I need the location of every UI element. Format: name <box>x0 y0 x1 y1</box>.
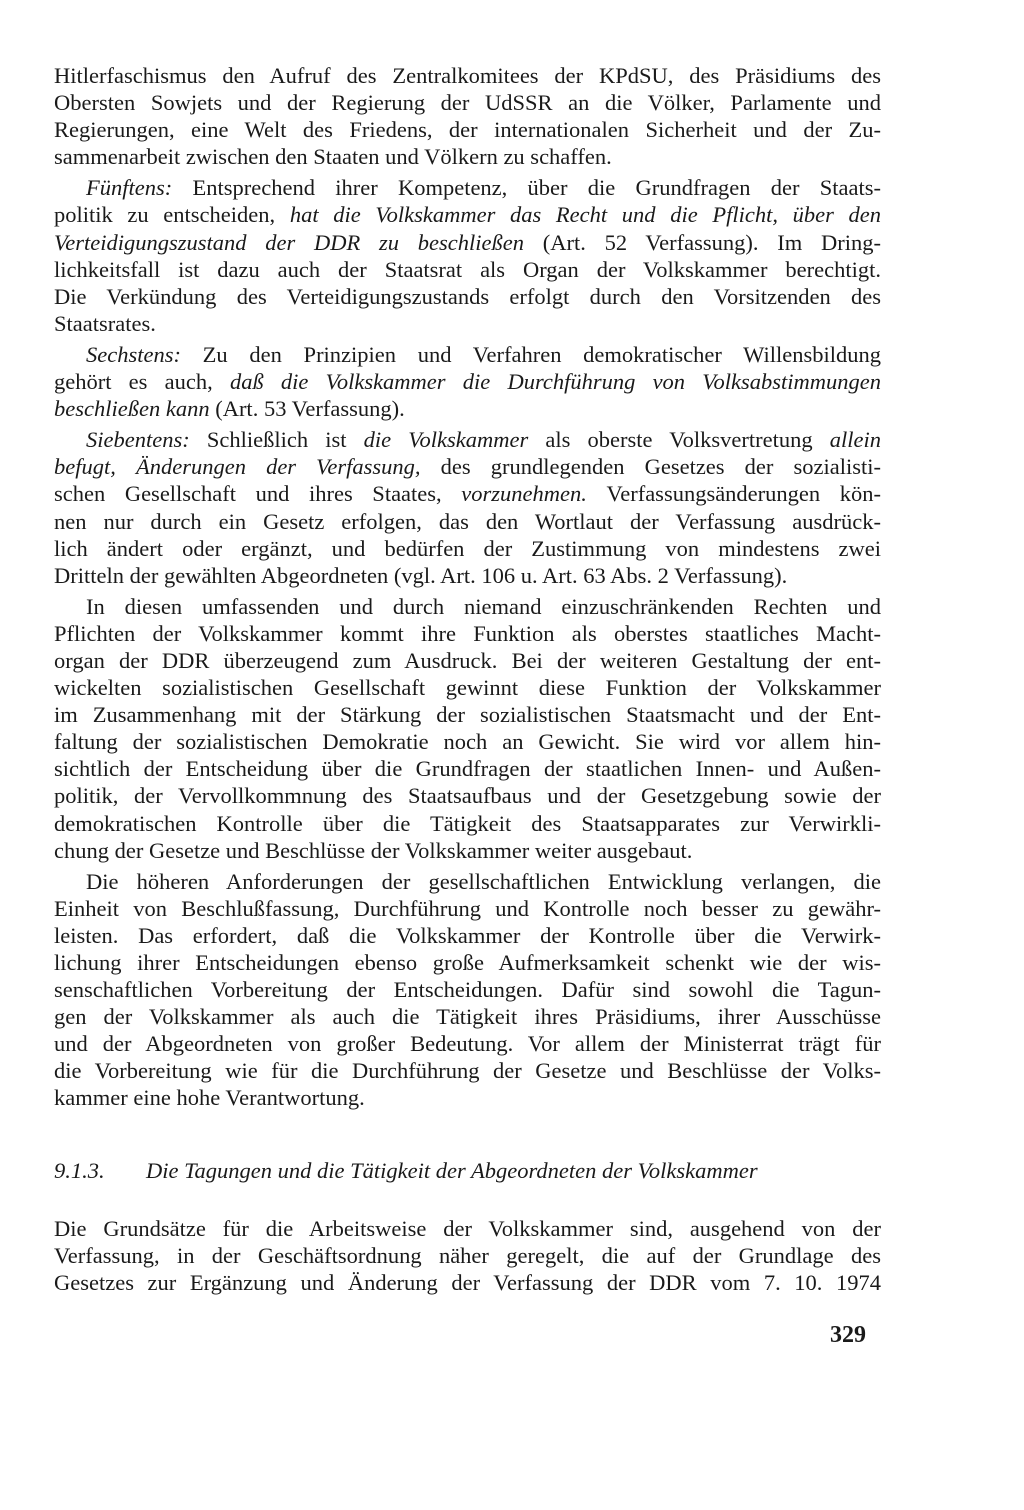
text-line <box>54 1084 881 1111</box>
emphasis-text: befugt, Änderungen der Verfassung, <box>54 454 441 480</box>
text-segment: als oberste Volksvertretung <box>545 427 830 453</box>
text-line <box>54 782 881 809</box>
text-segment: politik zu entscheiden, <box>54 202 290 228</box>
body-text <box>54 62 881 1116</box>
emphasis-text: die Volkskammer <box>363 427 546 453</box>
text-line <box>54 620 881 647</box>
text-segment: sammenarbeit zwischen den Staaten und Völkern zu schaffen. <box>54 144 612 170</box>
emphasis-text: vorzunehmen. <box>461 481 607 507</box>
text-segment: Schließlich ist <box>206 427 364 453</box>
text-segment: politik, der Vervollkommnung des Staatsaufbaus und der Gesetzgebung sowie der <box>54 783 881 809</box>
page-number: 329 <box>830 1322 866 1348</box>
emphasis-text: Siebentens: <box>86 427 207 453</box>
text-segment: Pflichten der Volkskammer kommt ihre Funktion als oberstes staatliches Macht- <box>54 620 881 646</box>
text-line <box>54 647 881 674</box>
text-segment: und der Abgeordneten von großer Bedeutung. Vor allem der Ministerrat trägt für <box>54 1031 881 1057</box>
text-line <box>54 310 881 337</box>
text-line <box>54 395 881 422</box>
emphasis-text: Sechstens: <box>86 341 203 367</box>
emphasis-text: daß die Volkskammer die Durchführung von Volksabstimmungen <box>229 369 881 395</box>
text-line <box>54 426 881 453</box>
text-line <box>54 701 881 728</box>
text-segment: In diesen umfassenden und durch niemand einzuschränkenden Rechten und <box>86 593 881 619</box>
text-line <box>54 535 881 562</box>
paragraph <box>54 62 881 170</box>
closing-paragraph <box>54 1215 881 1296</box>
text-segment: schen Gesellschaft und ihres Staates, <box>54 481 462 507</box>
text-segment: Regierungen, eine Welt des Friedens, der internationalen Sicherheit und der Zu- <box>54 117 881 143</box>
text-segment: gen der Volkskammer als auch die Tätigkeit ihres Präsidiums, ihrer Ausschüsse <box>54 1004 881 1030</box>
text-line <box>54 143 881 170</box>
text-line <box>54 895 881 922</box>
text-line <box>54 837 881 864</box>
text-line <box>54 868 881 895</box>
text-segment: Zu den Prinzipien und Verfahren demokratischer Willensbildung <box>202 341 881 367</box>
emphasis-text: beschließen kann <box>54 396 216 422</box>
text-segment: Einheit von Beschlußfassung, Durchführung und Kontrolle noch besser zu gewähr- <box>54 895 881 921</box>
section-number: 9.1.3. <box>54 1158 105 1183</box>
emphasis-text: Verteidigungszustand der DDR zu beschließen <box>54 229 543 255</box>
text-segment: leisten. Das erfordert, daß die Volkskammer der Kontrolle über die Verwirk- <box>54 922 881 948</box>
text-line <box>54 201 881 228</box>
text-segment: die Vorbereitung wie für die Durchführung der Gesetze und Beschlüsse der Volks- <box>54 1058 881 1084</box>
text-line: Die Grundsätze für die Arbeitsweise der Volkskammer sind, ausgehend von der <box>54 1216 881 1241</box>
text-line <box>54 922 881 949</box>
emphasis-text: allein <box>829 427 881 453</box>
text-segment: demokratischen Kontrolle über die Tätigkeit des Staatsapparates zur Verwirkli- <box>54 810 881 836</box>
text-segment: Staatsrates. <box>54 310 156 336</box>
section-heading <box>54 1157 881 1184</box>
text-line <box>54 480 881 507</box>
text-line <box>54 341 881 368</box>
text-segment: im Zusammenhang mit der Stärkung der sozialistischen Staatsmacht und der Ent- <box>54 702 881 728</box>
text-segment: Hitlerfaschismus den Aufruf des Zentralkomitees der KPdSU, des Präsidiums des <box>54 63 881 88</box>
emphasis-text: Fünftens: <box>86 175 193 201</box>
section-title: Die Tagungen und die Tätigkeit der Abgeordneten der Volkskammer <box>146 1158 758 1183</box>
text-line <box>54 674 881 701</box>
text-line <box>54 562 881 589</box>
text-line <box>54 755 881 782</box>
text-segment: sichtlich der Entscheidung über die Grundfragen der staatlichen Innen- und Außen- <box>54 756 881 782</box>
text-segment: organ der DDR überzeugend zum Ausdruck. Bei der weiteren Gestaltung der ent- <box>54 647 881 673</box>
text-segment: des grundlegenden Gesetzes der sozialisti- <box>440 454 881 480</box>
text-line <box>54 949 881 976</box>
text-line <box>54 453 881 480</box>
text-segment: lich ändert oder ergänzt, und bedürfen der Zustimmung von mindestens zwei <box>54 535 881 561</box>
text-segment: Entsprechend ihrer Kompetenz, über die Grundfragen der Staats- <box>192 175 881 201</box>
text-segment: chung der Gesetze und Beschlüsse der Volkskammer weiter ausgebaut. <box>54 837 693 863</box>
paragraph <box>54 1215 881 1296</box>
paragraph <box>54 426 881 589</box>
text-line <box>54 256 881 283</box>
paragraph <box>54 174 881 337</box>
text-segment: kammer eine hohe Verantwortung. <box>54 1085 365 1111</box>
text-line: Gesetzes zur Ergänzung und Änderung der Verfassung der DDR vom 7. 10. 1974 <box>54 1270 881 1296</box>
text-segment: nen nur durch ein Gesetz erfolgen, das den Wortlaut der Verfassung ausdrück- <box>54 508 881 534</box>
text-line <box>54 1057 881 1084</box>
text-segment: Obersten Sowjets und der Regierung der UdSSR an die Völker, Parlamente und <box>54 90 881 116</box>
paragraph <box>54 341 881 422</box>
text-line <box>54 116 881 143</box>
text-segment: (Art. 53 Verfassung). <box>215 396 405 422</box>
text-segment: (Art. 52 Verfassung). Im Dring- <box>542 229 882 255</box>
text-segment: wickelten sozialistischen Gesellschaft gewinnt diese Funktion der Volkskammer <box>54 675 881 701</box>
text-line <box>54 728 881 755</box>
text-line <box>54 283 881 310</box>
text-segment: Die höheren Anforderungen der gesellschaftlichen Entwicklung verlangen, die <box>86 868 881 894</box>
emphasis-text: hat die Volkskammer das Recht und die Pflicht, über den <box>289 202 882 228</box>
text-segment: Die Verkündung des Verteidigungszustands erfolgt durch den Vorsitzenden des <box>54 283 881 309</box>
text-line <box>54 508 881 535</box>
text-line: Verfassung, in der Geschäftsordnung näher geregelt, die auf der Grundlage des <box>54 1243 881 1269</box>
text-line <box>54 1030 881 1057</box>
text-line <box>54 368 881 395</box>
text-line <box>54 174 881 201</box>
text-segment: lichung ihrer Entscheidungen ebenso große Aufmerksamkeit schenkt wie der wis- <box>54 950 881 975</box>
text-segment: lichkeitsfall ist dazu auch der Staatsrat als Organ der Volkskammer berechtigt. <box>54 256 881 282</box>
paragraph <box>54 868 881 1112</box>
paragraph <box>54 593 881 864</box>
text-segment: senschaftlichen Vorbereitung der Entscheidungen. Dafür sind sowohl die Tagun- <box>54 977 881 1003</box>
text-line <box>54 89 881 116</box>
text-segment: Verfassungsänderungen kön- <box>606 481 881 507</box>
text-segment: faltung der sozialistischen Demokratie noch an Gewicht. Sie wird vor allem hin- <box>54 729 881 755</box>
text-line <box>54 1003 881 1030</box>
text-line <box>54 810 881 837</box>
text-segment: Dritteln der gewählten Abgeordneten (vgl. Art. 106 u. Art. 63 Abs. 2 Verfassung). <box>54 562 788 588</box>
text-segment: gehört es auch, <box>54 369 230 395</box>
text-line <box>54 593 881 620</box>
text-line <box>54 229 881 256</box>
text-line <box>54 976 881 1003</box>
text-line <box>54 62 881 89</box>
